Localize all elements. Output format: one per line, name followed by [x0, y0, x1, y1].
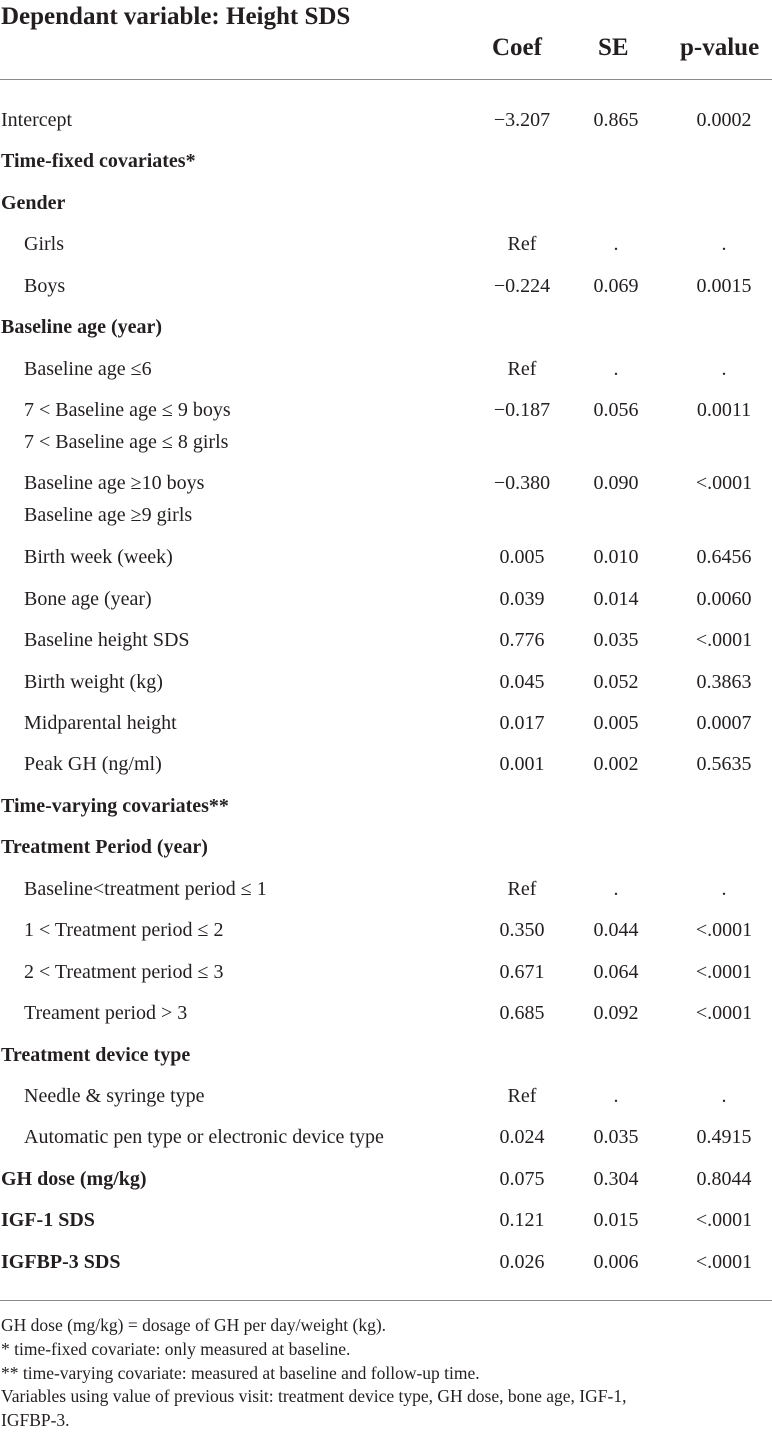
row-label: Gender: [1, 192, 66, 214]
row-label: Baseline age ≤6: [24, 358, 152, 380]
coef-cell: 0.350: [499, 919, 545, 941]
row-label: Treament period > 3: [24, 1002, 188, 1024]
column-header-coef: Coef: [492, 34, 542, 61]
se-cell: 0.005: [593, 712, 639, 734]
se-cell: 0.035: [593, 1126, 639, 1148]
pvalue-cell: <.0001: [695, 919, 753, 941]
se-cell: 0.865: [593, 109, 639, 131]
row-label-line2: 7 < Baseline age ≤ 8 girls: [24, 431, 229, 453]
row-label: Baseline<treatment period ≤ 1: [24, 878, 267, 900]
footnote: IGFBP-3.: [1, 1410, 70, 1431]
footer-rule: [0, 1300, 772, 1301]
se-cell: .: [613, 1085, 619, 1107]
coef-cell: 0.045: [499, 671, 545, 693]
se-cell: 0.056: [593, 399, 639, 421]
row-label-line2: Baseline age ≥9 girls: [24, 504, 193, 526]
se-cell: 0.064: [593, 961, 639, 983]
row-label: Baseline age (year): [1, 316, 163, 338]
coef-cell: 0.024: [499, 1126, 545, 1148]
coef-cell: −0.224: [493, 275, 551, 297]
se-cell: .: [613, 358, 619, 380]
row-label: IGFBP-3 SDS: [1, 1251, 121, 1273]
footnote: Variables using value of previous visit: treatment device type, GH dose, bone age, IGF-1,: [1, 1386, 627, 1407]
row-label: 7 < Baseline age ≤ 9 boys: [24, 399, 231, 421]
footnote: * time-fixed covariate: only measured at baseline.: [1, 1338, 351, 1359]
pvalue-cell: 0.0011: [696, 399, 752, 421]
row-label: Baseline age ≥10 boys: [24, 472, 205, 494]
row-label: Peak GH (ng/ml): [24, 753, 162, 775]
row-label: Girls: [24, 233, 64, 255]
row-label: 1 < Treatment period ≤ 2: [24, 919, 224, 941]
table-title: Dependant variable: Height SDS: [1, 3, 351, 30]
coef-cell: 0.001: [499, 753, 545, 775]
row-label: Time-varying covariates**: [1, 795, 229, 817]
pvalue-cell: 0.0002: [696, 109, 752, 131]
pvalue-cell: <.0001: [695, 1251, 753, 1273]
se-cell: 0.304: [593, 1168, 639, 1190]
column-header-se: SE: [598, 34, 629, 61]
coef-cell: Ref: [507, 358, 537, 380]
pvalue-cell: 0.0060: [696, 588, 752, 610]
coef-cell: 0.075: [499, 1168, 545, 1190]
pvalue-cell: .: [721, 233, 727, 255]
column-header-pvalue: p-value: [680, 34, 760, 61]
se-cell: 0.035: [593, 629, 639, 651]
coef-cell: Ref: [507, 233, 537, 255]
se-cell: .: [613, 878, 619, 900]
coef-cell: 0.121: [499, 1209, 545, 1231]
row-label: IGF-1 SDS: [1, 1209, 95, 1231]
row-label: GH dose (mg/kg): [1, 1168, 147, 1190]
header-rule: [0, 79, 772, 80]
row-label: Birth weight (kg): [24, 671, 163, 693]
coef-cell: 0.039: [499, 588, 545, 610]
pvalue-cell: .: [721, 878, 727, 900]
se-cell: 0.015: [593, 1209, 639, 1231]
pvalue-cell: <.0001: [695, 629, 753, 651]
coef-cell: Ref: [507, 878, 537, 900]
pvalue-cell: 0.0007: [696, 712, 752, 734]
row-label: Automatic pen type or electronic device type: [24, 1126, 384, 1148]
row-label: Baseline height SDS: [24, 629, 190, 651]
footnote: GH dose (mg/kg) = dosage of GH per day/weight (kg).: [1, 1315, 387, 1335]
pvalue-cell: 0.4915: [696, 1126, 752, 1148]
coef-cell: 0.026: [499, 1251, 545, 1273]
se-cell: 0.002: [593, 753, 639, 775]
coef-cell: 0.671: [499, 961, 545, 983]
pvalue-cell: 0.3863: [696, 671, 752, 693]
se-cell: 0.014: [593, 588, 639, 610]
footnote: ** time-varying covariate: measured at baseline and follow-up time.: [1, 1362, 480, 1383]
row-label: Needle & syringe type: [24, 1085, 205, 1107]
coef-cell: 0.017: [499, 712, 545, 734]
se-cell: 0.052: [593, 671, 639, 693]
se-cell: 0.010: [593, 546, 639, 568]
row-label: 2 < Treatment period ≤ 3: [24, 961, 224, 983]
coef-cell: 0.005: [499, 546, 545, 568]
pvalue-cell: <.0001: [695, 1209, 753, 1231]
coef-cell: −0.187: [493, 399, 551, 421]
pvalue-cell: .: [721, 358, 727, 380]
coef-cell: 0.776: [499, 629, 545, 651]
coef-cell: Ref: [507, 1085, 537, 1107]
se-cell: 0.006: [593, 1251, 639, 1273]
se-cell: 0.092: [593, 1002, 639, 1024]
footnotes: [1, 1314, 767, 1433]
row-label: Intercept: [1, 109, 73, 131]
pvalue-cell: <.0001: [695, 472, 753, 494]
pvalue-cell: .: [721, 1085, 727, 1107]
row-label: Boys: [24, 275, 66, 297]
coef-cell: −3.207: [493, 109, 551, 131]
row-label: Time-fixed covariates*: [1, 150, 196, 172]
row-label: Treatment Period (year): [1, 836, 208, 858]
pvalue-cell: 0.6456: [696, 546, 752, 568]
coef-cell: −0.380: [493, 472, 551, 494]
pvalue-cell: <.0001: [695, 961, 753, 983]
pvalue-cell: <.0001: [695, 1002, 753, 1024]
pvalue-cell: 0.5635: [696, 753, 752, 775]
pvalue-cell: 0.8044: [696, 1168, 752, 1190]
se-cell: 0.069: [593, 275, 639, 297]
row-label: Midparental height: [24, 712, 177, 734]
se-cell: 0.090: [593, 472, 639, 494]
se-cell: .: [613, 233, 619, 255]
coef-cell: 0.685: [499, 1002, 545, 1024]
row-label: Birth week (week): [24, 546, 173, 568]
se-cell: 0.044: [593, 919, 639, 941]
row-label: Treatment device type: [1, 1044, 191, 1066]
pvalue-cell: 0.0015: [696, 275, 752, 297]
row-label: Bone age (year): [24, 588, 152, 610]
